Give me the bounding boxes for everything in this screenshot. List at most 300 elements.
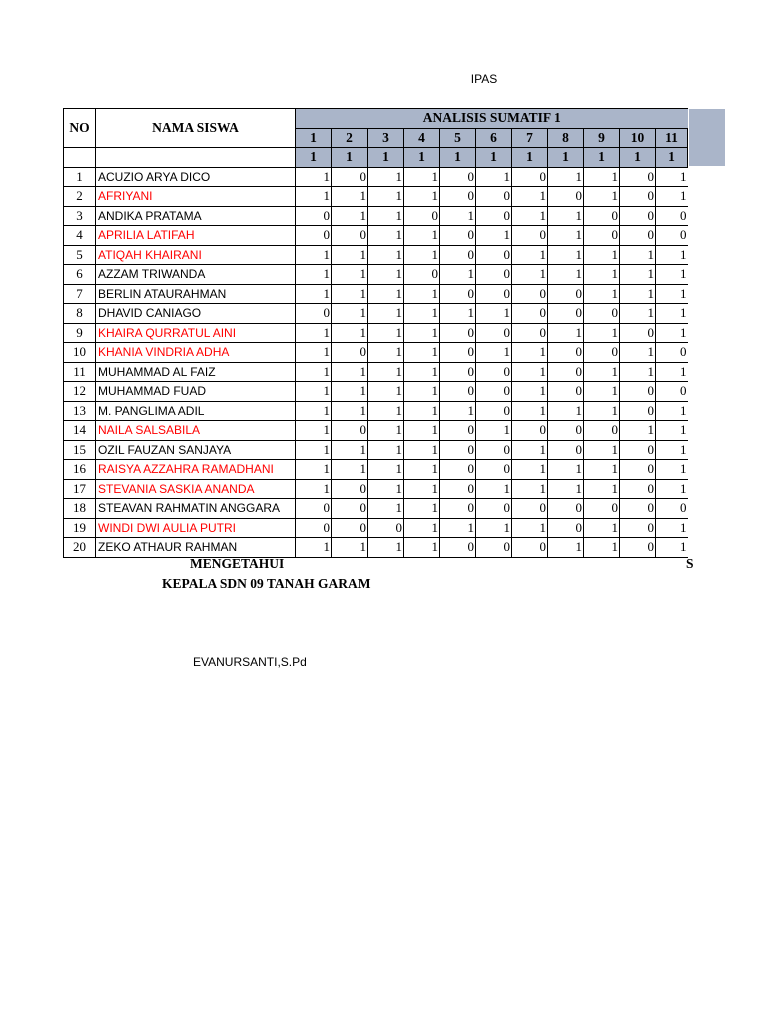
score-cell: 0 — [620, 479, 656, 499]
score-cell: 0 — [548, 362, 584, 382]
score-cell: 1 — [368, 245, 404, 265]
score-cell: 1 — [620, 284, 656, 304]
score-cell: 1 — [296, 265, 332, 285]
student-number: 1 — [64, 167, 96, 187]
max-score-row — [64, 148, 688, 168]
score-cell: 1 — [584, 382, 620, 402]
score-cell: 0 — [512, 304, 548, 324]
score-cell: 1 — [368, 265, 404, 285]
score-cell: 0 — [584, 421, 620, 441]
score-cell: 1 — [440, 206, 476, 226]
score-cell: 1 — [512, 382, 548, 402]
student-name: ZEKO ATHAUR RAHMAN — [96, 538, 296, 558]
score-cell: 1 — [476, 343, 512, 363]
score-cell: 0 — [440, 343, 476, 363]
score-cell: 1 — [296, 382, 332, 402]
score-table — [63, 108, 688, 558]
score-cell: 1 — [656, 304, 688, 324]
student-number: 4 — [64, 226, 96, 246]
score-cell: 1 — [512, 343, 548, 363]
score-cell: 1 — [332, 382, 368, 402]
score-cell: 1 — [368, 304, 404, 324]
question-number-cell: 2 — [332, 128, 368, 148]
score-cell: 0 — [476, 187, 512, 207]
score-cell: 1 — [332, 245, 368, 265]
acknowledge-label: MENGETAHUI — [190, 556, 285, 571]
score-cell: 0 — [296, 304, 332, 324]
score-cell: 0 — [548, 518, 584, 538]
score-cell: 1 — [584, 518, 620, 538]
score-cell: 1 — [332, 538, 368, 558]
max-score-cell: 1 — [404, 148, 440, 168]
score-cell: 1 — [296, 362, 332, 382]
score-cell: 1 — [368, 421, 404, 441]
score-cell: 1 — [368, 284, 404, 304]
score-cell: 1 — [296, 538, 332, 558]
score-cell: 0 — [476, 499, 512, 519]
score-cell: 0 — [512, 538, 548, 558]
score-cell: 1 — [332, 440, 368, 460]
score-cell: 1 — [296, 401, 332, 421]
student-number: 9 — [64, 323, 96, 343]
score-cell: 0 — [440, 460, 476, 480]
score-cell: 1 — [368, 479, 404, 499]
score-cell: 1 — [512, 401, 548, 421]
score-cell: 0 — [512, 421, 548, 441]
student-name: ATIQAH KHAIRANI — [96, 245, 296, 265]
score-cell: 1 — [656, 167, 688, 187]
score-cell: 1 — [584, 538, 620, 558]
score-cell: 1 — [548, 245, 584, 265]
score-cell: 1 — [584, 323, 620, 343]
score-cell: 1 — [476, 167, 512, 187]
score-cell: 0 — [620, 323, 656, 343]
max-score-cell: 1 — [296, 148, 332, 168]
score-cell: 0 — [476, 265, 512, 285]
score-cell: 1 — [296, 323, 332, 343]
score-cell: 0 — [476, 460, 512, 480]
score-cell: 0 — [476, 245, 512, 265]
student-number: 16 — [64, 460, 96, 480]
score-cell: 1 — [584, 265, 620, 285]
score-cell: 0 — [512, 499, 548, 519]
score-cell: 1 — [404, 304, 440, 324]
score-cell: 1 — [656, 460, 688, 480]
student-name: MUHAMMAD FUAD — [96, 382, 296, 402]
score-cell: 1 — [512, 518, 548, 538]
score-cell: 0 — [440, 226, 476, 246]
blank-cell — [64, 148, 96, 168]
score-cell: 0 — [440, 538, 476, 558]
table-row — [64, 382, 688, 402]
student-number: 19 — [64, 518, 96, 538]
principal-position: KEPALA SDN 09 TANAH GARAM — [162, 576, 371, 591]
table-row — [64, 265, 688, 285]
score-cell: 0 — [332, 479, 368, 499]
score-cell: 1 — [656, 284, 688, 304]
score-cell: 0 — [332, 421, 368, 441]
score-cell: 1 — [404, 362, 440, 382]
score-cell: 0 — [656, 382, 688, 402]
score-cell: 1 — [368, 401, 404, 421]
score-cell: 1 — [440, 401, 476, 421]
score-cell: 0 — [548, 187, 584, 207]
score-cell: 1 — [332, 401, 368, 421]
student-number: 18 — [64, 499, 96, 519]
score-cell: 1 — [368, 206, 404, 226]
student-number: 3 — [64, 206, 96, 226]
score-cell: 0 — [440, 167, 476, 187]
score-cell: 0 — [620, 538, 656, 558]
table-row — [64, 401, 688, 421]
student-rows — [64, 167, 688, 557]
student-name: WINDI DWI AULIA PUTRI — [96, 518, 296, 538]
table-row — [64, 421, 688, 441]
question-number-cell: 4 — [404, 128, 440, 148]
score-cell: 1 — [404, 343, 440, 363]
score-cell: 1 — [584, 460, 620, 480]
score-cell: 0 — [548, 421, 584, 441]
score-cell: 1 — [476, 226, 512, 246]
question-number-cell: 1 — [296, 128, 332, 148]
score-cell: 0 — [584, 343, 620, 363]
score-cell: 1 — [332, 323, 368, 343]
score-cell: 1 — [404, 499, 440, 519]
score-cell: 0 — [440, 323, 476, 343]
score-cell: 0 — [332, 226, 368, 246]
student-name: APRILIA LATIFAH — [96, 226, 296, 246]
max-score-cell: 1 — [332, 148, 368, 168]
score-cell: 1 — [404, 479, 440, 499]
score-cell: 1 — [548, 538, 584, 558]
student-number: 15 — [64, 440, 96, 460]
score-cell: 0 — [656, 226, 688, 246]
score-cell: 1 — [368, 460, 404, 480]
score-cell: 1 — [404, 284, 440, 304]
score-cell: 0 — [332, 167, 368, 187]
student-name: M. PANGLIMA ADIL — [96, 401, 296, 421]
score-cell: 0 — [584, 304, 620, 324]
subject-title: IPAS — [470, 72, 498, 86]
score-cell: 1 — [440, 518, 476, 538]
table-row — [64, 362, 688, 382]
student-number: 11 — [64, 362, 96, 382]
score-cell: 0 — [656, 343, 688, 363]
score-cell: 0 — [512, 167, 548, 187]
score-cell: 1 — [368, 187, 404, 207]
score-cell: 1 — [476, 304, 512, 324]
question-number-cell: 7 — [512, 128, 548, 148]
score-cell: 1 — [656, 440, 688, 460]
table-row — [64, 245, 688, 265]
table-row — [64, 518, 688, 538]
score-cell: 0 — [512, 323, 548, 343]
score-cell: 0 — [476, 284, 512, 304]
score-cell: 1 — [296, 187, 332, 207]
score-cell: 1 — [656, 479, 688, 499]
table-row — [64, 187, 688, 207]
question-number-cell: 5 — [440, 128, 476, 148]
score-cell: 0 — [548, 284, 584, 304]
student-number: 6 — [64, 265, 96, 285]
score-cell: 1 — [512, 440, 548, 460]
score-cell: 1 — [368, 362, 404, 382]
max-score-cell: 1 — [368, 148, 404, 168]
score-cell: 0 — [440, 362, 476, 382]
score-cell: 0 — [620, 440, 656, 460]
student-number: 20 — [64, 538, 96, 558]
score-cell: 1 — [368, 538, 404, 558]
score-cell: 0 — [548, 343, 584, 363]
score-cell: 0 — [440, 440, 476, 460]
student-name: STEAVAN RAHMATIN ANGGARA — [96, 499, 296, 519]
table-row — [64, 460, 688, 480]
score-cell: 1 — [548, 206, 584, 226]
student-name: DHAVID CANIAGO — [96, 304, 296, 324]
header-name: NAMA SISWA — [96, 109, 296, 148]
student-name: AZZAM TRIWANDA — [96, 265, 296, 285]
score-cell: 1 — [656, 245, 688, 265]
score-cell: 1 — [476, 421, 512, 441]
score-cell: 1 — [584, 362, 620, 382]
student-number: 7 — [64, 284, 96, 304]
question-number-cell: 8 — [548, 128, 584, 148]
score-cell: 1 — [368, 343, 404, 363]
score-cell: 1 — [368, 167, 404, 187]
score-cell: 1 — [476, 518, 512, 538]
right-signature-fragment: S — [686, 556, 694, 571]
score-cell: 1 — [404, 323, 440, 343]
score-cell: 1 — [368, 440, 404, 460]
header-no: NO — [64, 109, 96, 148]
student-number: 2 — [64, 187, 96, 207]
score-cell: 0 — [620, 460, 656, 480]
question-number-cell: 6 — [476, 128, 512, 148]
header-shade-extension — [689, 109, 725, 166]
score-cell: 1 — [404, 245, 440, 265]
score-cell: 1 — [296, 167, 332, 187]
score-cell: 0 — [368, 518, 404, 538]
score-cell: 1 — [404, 226, 440, 246]
score-cell: 0 — [404, 265, 440, 285]
header-analysis-title: ANALISIS SUMATIF 1 — [296, 109, 688, 129]
score-cell: 1 — [332, 304, 368, 324]
score-cell: 0 — [548, 499, 584, 519]
score-cell: 1 — [584, 167, 620, 187]
student-name: ANDIKA PRATAMA — [96, 206, 296, 226]
score-cell: 1 — [620, 362, 656, 382]
score-cell: 0 — [296, 518, 332, 538]
student-name: OZIL FAUZAN SANJAYA — [96, 440, 296, 460]
student-name: AFRIYANI — [96, 187, 296, 207]
score-cell: 1 — [656, 187, 688, 207]
signer-name: EVANURSANTI,S.Pd — [193, 655, 307, 669]
score-cell: 1 — [296, 460, 332, 480]
score-cell: 1 — [512, 460, 548, 480]
score-cell: 0 — [548, 382, 584, 402]
question-number-cell: 10 — [620, 128, 656, 148]
score-cell: 1 — [332, 460, 368, 480]
score-cell: 1 — [656, 323, 688, 343]
student-name: RAISYA AZZAHRA RAMADHANI — [96, 460, 296, 480]
score-cell: 0 — [512, 284, 548, 304]
student-number: 17 — [64, 479, 96, 499]
score-cell: 0 — [620, 382, 656, 402]
score-cell: 1 — [404, 401, 440, 421]
score-cell: 1 — [296, 284, 332, 304]
score-cell: 0 — [584, 206, 620, 226]
score-cell: 1 — [332, 206, 368, 226]
score-cell: 0 — [656, 499, 688, 519]
student-name: MUHAMMAD AL FAIZ — [96, 362, 296, 382]
score-cell: 0 — [548, 304, 584, 324]
score-cell: 0 — [620, 167, 656, 187]
student-number: 5 — [64, 245, 96, 265]
score-cell: 1 — [548, 479, 584, 499]
score-cell: 1 — [656, 265, 688, 285]
score-cell: 1 — [368, 499, 404, 519]
student-name: NAILA SALSABILA — [96, 421, 296, 441]
blank-cell — [96, 148, 296, 168]
student-name: KHANIA VINDRIA ADHA — [96, 343, 296, 363]
max-score-cell: 1 — [584, 148, 620, 168]
score-cell: 1 — [404, 460, 440, 480]
score-cell: 0 — [476, 440, 512, 460]
score-cell: 0 — [332, 343, 368, 363]
table-row — [64, 226, 688, 246]
score-cell: 0 — [296, 206, 332, 226]
table-row — [64, 479, 688, 499]
score-cell: 0 — [332, 499, 368, 519]
score-cell: 1 — [512, 265, 548, 285]
score-cell: 1 — [512, 479, 548, 499]
student-number: 10 — [64, 343, 96, 363]
score-cell: 1 — [584, 187, 620, 207]
score-cell: 1 — [404, 382, 440, 402]
table-row — [64, 343, 688, 363]
score-cell: 0 — [296, 226, 332, 246]
student-number: 14 — [64, 421, 96, 441]
score-cell: 1 — [548, 226, 584, 246]
score-cell: 1 — [404, 187, 440, 207]
student-name: STEVANIA SASKIA ANANDA — [96, 479, 296, 499]
score-cell: 0 — [476, 538, 512, 558]
score-cell: 1 — [548, 460, 584, 480]
score-cell: 0 — [584, 226, 620, 246]
question-number-cell: 9 — [584, 128, 620, 148]
score-cell: 0 — [476, 382, 512, 402]
score-cell: 1 — [512, 206, 548, 226]
score-cell: 0 — [440, 284, 476, 304]
table-row — [64, 323, 688, 343]
max-score-cell: 1 — [440, 148, 476, 168]
score-cell: 1 — [296, 245, 332, 265]
score-cell: 1 — [620, 265, 656, 285]
score-cell: 1 — [368, 226, 404, 246]
score-cell: 1 — [440, 265, 476, 285]
score-cell: 1 — [620, 304, 656, 324]
score-cell: 1 — [656, 421, 688, 441]
score-cell: 1 — [296, 479, 332, 499]
student-number: 12 — [64, 382, 96, 402]
score-cell: 1 — [296, 440, 332, 460]
score-cell: 1 — [404, 538, 440, 558]
max-score-cell: 1 — [548, 148, 584, 168]
question-number-cell: 11 — [656, 128, 688, 148]
student-number: 13 — [64, 401, 96, 421]
score-cell: 1 — [332, 187, 368, 207]
score-cell: 0 — [296, 499, 332, 519]
score-cell: 0 — [476, 401, 512, 421]
score-cell: 1 — [584, 401, 620, 421]
score-cell: 0 — [332, 518, 368, 538]
max-score-cell: 1 — [512, 148, 548, 168]
score-cell: 1 — [548, 167, 584, 187]
score-cell: 0 — [656, 206, 688, 226]
score-cell: 0 — [548, 440, 584, 460]
score-cell: 0 — [512, 226, 548, 246]
score-cell: 0 — [620, 518, 656, 538]
score-cell: 1 — [548, 265, 584, 285]
score-cell: 0 — [620, 206, 656, 226]
student-name: BERLIN ATAURAHMAN — [96, 284, 296, 304]
score-cell: 1 — [656, 538, 688, 558]
score-cell: 1 — [296, 343, 332, 363]
score-cell: 1 — [620, 245, 656, 265]
score-cell: 0 — [620, 226, 656, 246]
table-row — [64, 206, 688, 226]
score-cell: 1 — [332, 284, 368, 304]
score-cell: 1 — [332, 265, 368, 285]
score-cell: 1 — [584, 479, 620, 499]
score-cell: 0 — [440, 421, 476, 441]
score-cell: 1 — [296, 421, 332, 441]
score-cell: 1 — [512, 187, 548, 207]
score-cell: 1 — [584, 440, 620, 460]
score-cell: 1 — [620, 343, 656, 363]
score-cell: 0 — [440, 245, 476, 265]
max-score-cell: 1 — [476, 148, 512, 168]
table-row — [64, 440, 688, 460]
table-row — [64, 538, 688, 558]
score-cell: 0 — [440, 479, 476, 499]
score-cell: 1 — [440, 304, 476, 324]
score-cell: 1 — [404, 421, 440, 441]
score-cell: 0 — [620, 401, 656, 421]
score-cell: 0 — [440, 382, 476, 402]
student-name: KHAIRA QURRATUL AINI — [96, 323, 296, 343]
score-cell: 0 — [440, 187, 476, 207]
score-cell: 1 — [404, 440, 440, 460]
score-cell: 1 — [476, 479, 512, 499]
score-cell: 0 — [620, 187, 656, 207]
score-cell: 1 — [620, 421, 656, 441]
score-cell: 0 — [476, 362, 512, 382]
table-row — [64, 167, 688, 187]
table-row — [64, 284, 688, 304]
score-cell: 0 — [476, 323, 512, 343]
score-cell: 0 — [620, 499, 656, 519]
score-cell: 1 — [368, 382, 404, 402]
score-cell: 1 — [656, 362, 688, 382]
table-row — [64, 304, 688, 324]
score-cell: 1 — [584, 284, 620, 304]
score-cell: 1 — [404, 167, 440, 187]
score-cell: 1 — [404, 518, 440, 538]
score-cell: 1 — [332, 362, 368, 382]
score-cell: 1 — [548, 323, 584, 343]
score-cell: 1 — [584, 245, 620, 265]
